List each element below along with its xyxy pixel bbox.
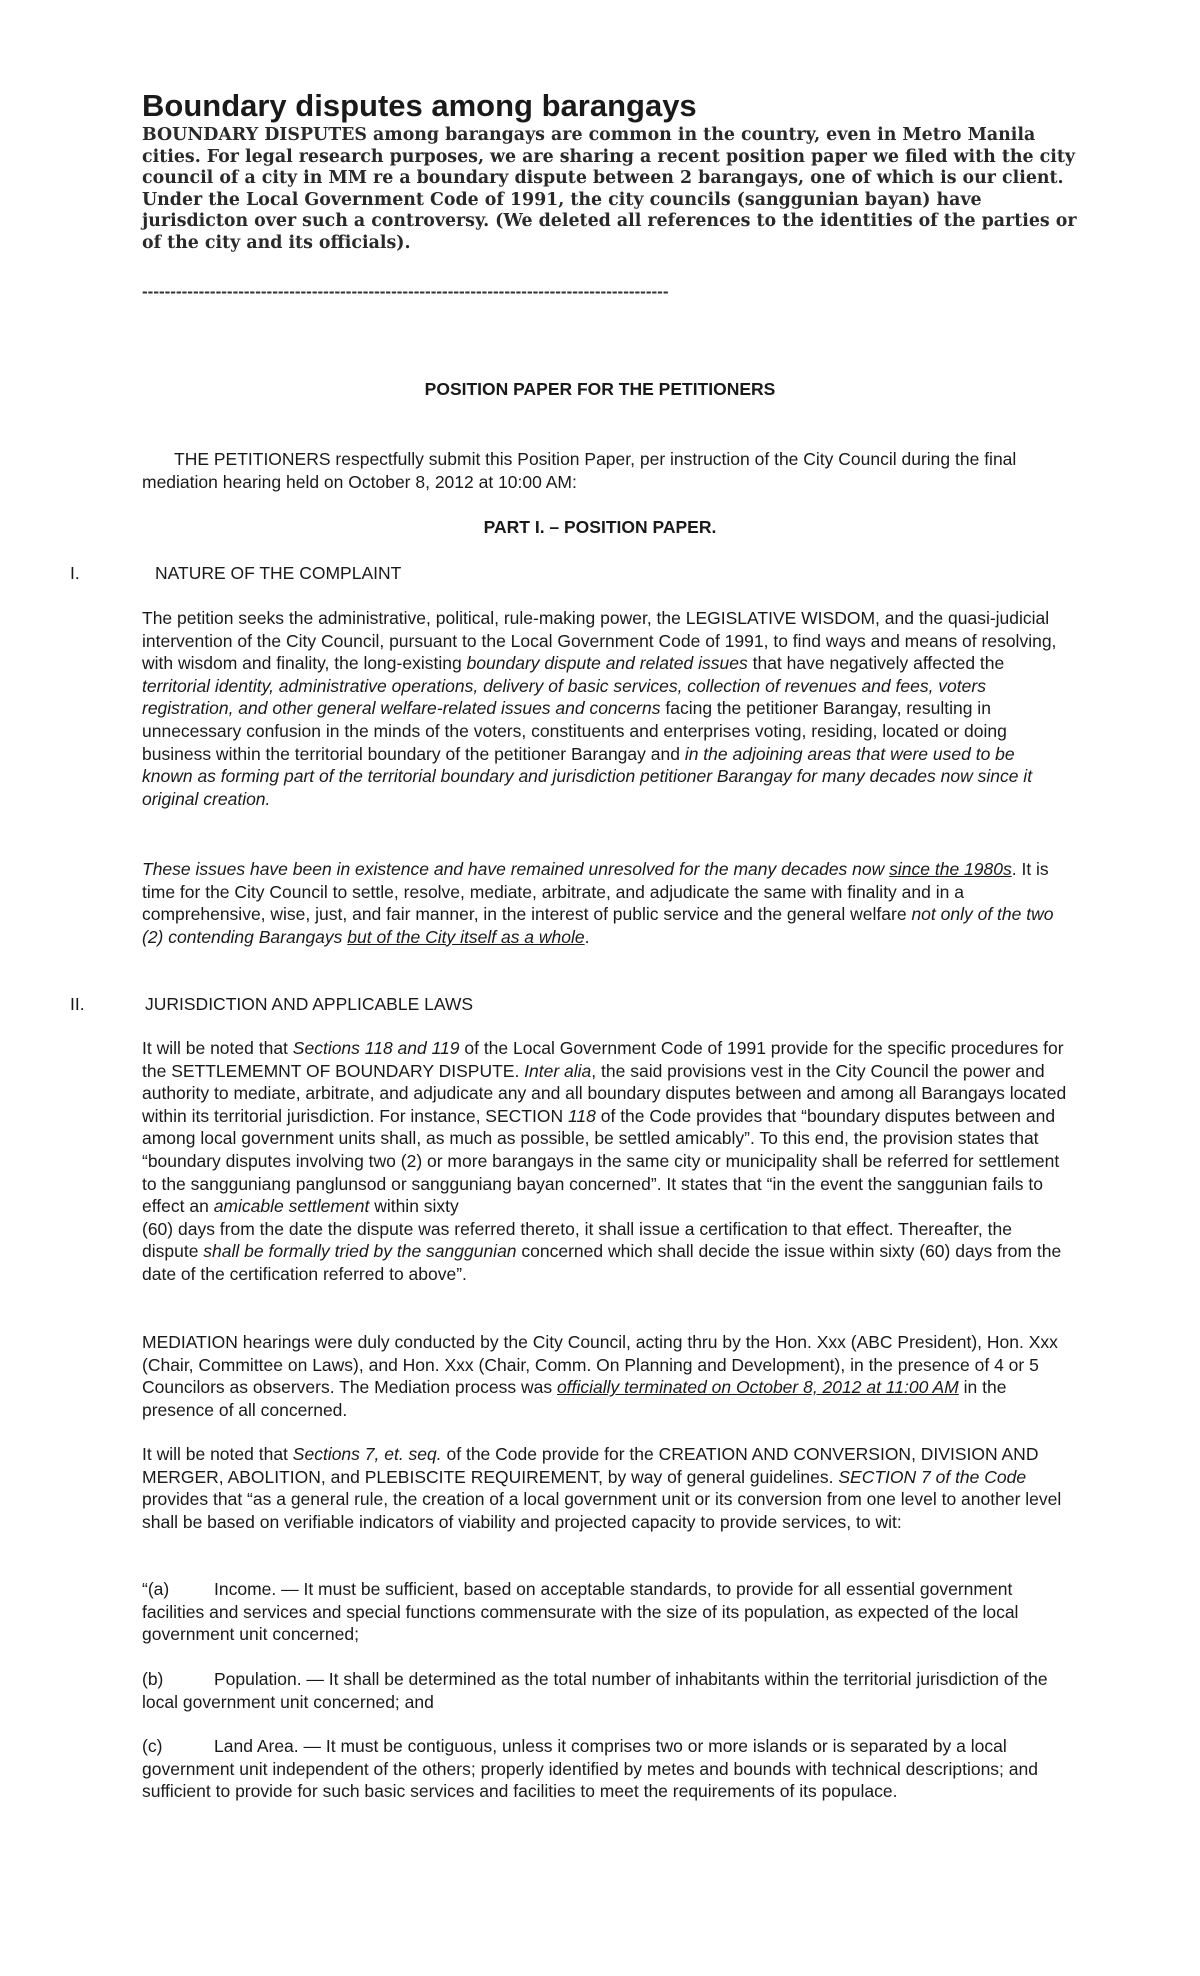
article-intro: BOUNDARY DISPUTES among barangays are common in the country, even in Metro Manila cities. For legal research purposes, we are sharing a recent position paper we filed with the city council of a city in MM re a boundary dispute between 2 barangays, one of which is our client. Under the Local Government Code of 1991, the city councils (sanggunian bayan) have jurisdicton over such a controversy. (We deleted all references to the identities of the parties or of the city and its officials). [142, 125, 1077, 253]
section-2-title: JURISDICTION AND APPLICABLE LAWS [145, 994, 474, 1014]
separator-line: --------------------------------------------------------------------------------------------- [142, 282, 669, 301]
section-2-paragraph-1: It will be noted that Sections 118 and 119 of the Local Government Code of 1991 provide for the specific procedures for the SETTLEMEMNT OF BOUNDARY DISPUTE. Inter alia, the said provisions vest in the City Council the power and authority to mediate, arbitrate, and adjudicate any and all boundary disputes between and among all Barangays located within its territorial jurisdiction. For instance, SECTION 118 of the Code provides that “boundary disputes between and among local government units shall, as much as possible, be settled amicably”. To this end, the provision states that “boundary disputes involving two (2) or more barangays in the same city or municipality shall be referred for settlement to the sangguniang panglunsod or sangguniang bayan concerned”. It states that “in the event the sanggunian fails to effect an amicable settlement within sixty (60) days from the date the dispute was referred thereto, it shall issue a certification to that effect. Thereafter, the dispute shall be formally tried by the sanggunian concerned which shall decide the issue within sixty (60) days from the date of the certification referred to above”. [142, 1038, 1067, 1284]
section-2-number: II. [70, 994, 85, 1014]
list-item-land-area: (c) Land Area. — It must be contiguous, unless it comprises two or more islands or is separated by a local government unit independent of the others; properly identified by metes and bounds with technical descriptions; and sufficient to provide for such basic services and facilities to meet the requirements of its populace. [142, 1736, 1038, 1802]
section-1-number: I. [70, 563, 80, 583]
list-item-population: (b) Population. — It shall be determined as the total number of inhabitants within the territorial jurisdiction of the local government unit concerned; and [142, 1669, 1048, 1712]
section-2-paragraph-3: It will be noted that Sections 7, et. seq. of the Code provide for the CREATION AND CONVERSION, DIVISION AND MERGER, ABOLITION, and PLEBISCITE REQUIREMENT, by way of general guidelines. SECTION 7 of the Code provides that “as a general rule, the creation of a local government unit or its conversion from one level to another level shall be based on verifiable indicators of viability and projected capacity to provide services, to wit: [142, 1444, 1062, 1532]
list-item-income: “(a) Income. — It must be sufficient, based on acceptable standards, to provide for all essential government facilities and services and special functions commensurate with the size of its population, as expected of the local government unit concerned; [142, 1579, 1019, 1645]
article-title: Boundary disputes among barangays [142, 88, 697, 123]
section-1-title: NATURE OF THE COMPLAINT [155, 563, 402, 583]
section-1-paragraph-1: The petition seeks the administrative, political, rule-making power, the LEGISLATIVE WISDOM, and the quasi-judicial intervention of the City Council, pursuant to the Local Government Code of 1991, to find ways and means of resolving, with wisdom and finality, the long-existing boundary dispute and related issues that have negatively affected the territorial identity, administrative operations, delivery of basic services, collection of revenues and fees, voters registration, and other general welfare-related issues and concerns facing the petitioner Barangay, resulting in unnecessary confusion in the minds of the voters, constituents and enterprises voting, residing, located or doing business within the territorial boundary of the petitioner Barangay and in the adjoining areas that were used to be known as forming part of the territorial boundary and jurisdiction petitioner Barangay for many decades now since it original creation. [142, 608, 1057, 809]
position-paper-heading: POSITION PAPER FOR THE PETITIONERS [424, 379, 776, 399]
part-heading: PART I. – POSITION PAPER. [483, 517, 717, 537]
opening-paragraph: THE PETITIONERS respectfully submit this Position Paper, per instruction of the City Council during the final mediation hearing held on October 8, 2012 at 10:00 AM: [142, 449, 1017, 492]
section-2-paragraph-2: MEDIATION hearings were duly conducted by the City Council, acting thru by the Hon. Xxx (ABC President), Hon. Xxx (Chair, Committee on Laws), and Hon. Xxx (Chair, Comm. On Planning and Development), in the presence of 4 or 5 Councilors as observers. The Mediation process was officially terminated on October 8, 2012 at 11:00 AM in the presence of all concerned. [142, 1332, 1058, 1420]
section-1-paragraph-2: These issues have been in existence and have remained unresolved for the many decades now since the 1980s. It is time for the City Council to settle, resolve, mediate, arbitrate, and adjudicate the same with finality and in a comprehensive, wise, just, and fair manner, in the interest of public service and the general welfare not only of the two (2) contending Barangays but of the City itself as a whole. [142, 859, 1054, 947]
